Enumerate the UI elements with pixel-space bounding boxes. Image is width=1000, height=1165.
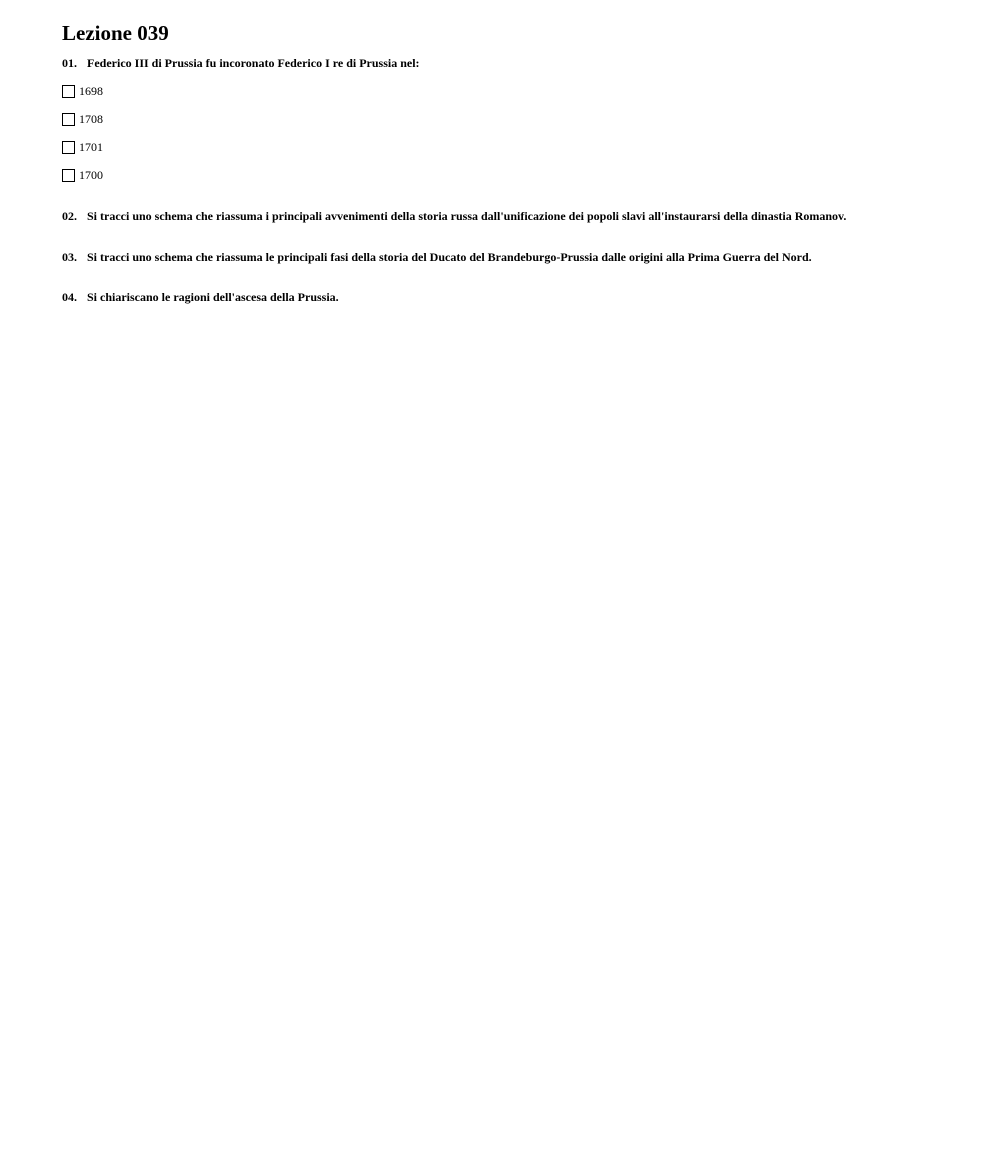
question-01	[62, 56, 962, 70]
option-label: 1708	[79, 112, 103, 126]
checkbox[interactable]	[62, 169, 75, 182]
question-02	[62, 209, 962, 223]
answer-option[interactable]	[62, 167, 962, 183]
question-number: 02.	[62, 209, 77, 223]
option-label: 1698	[79, 84, 103, 98]
question-number: 03.	[62, 250, 77, 264]
question-text: Si chiariscano le ragioni dell'ascesa della Prussia.	[87, 290, 339, 304]
answer-option[interactable]	[62, 139, 962, 155]
option-label: 1701	[79, 140, 103, 154]
checkbox[interactable]	[62, 113, 75, 126]
checkbox[interactable]	[62, 85, 75, 98]
answer-option[interactable]	[62, 111, 962, 127]
answer-option[interactable]	[62, 83, 962, 99]
question-text: Si tracci uno schema che riassuma le principali fasi della storia del Ducato del Brandeburgo-Prussia dalle origini alla Prima Guerra del Nord.	[87, 250, 812, 264]
checkbox[interactable]	[62, 141, 75, 154]
document-page	[62, 20, 962, 304]
question-04	[62, 290, 962, 304]
question-number: 04.	[62, 290, 77, 304]
question-number: 01.	[62, 56, 77, 70]
answer-options	[62, 83, 962, 183]
option-label: 1700	[79, 168, 103, 182]
question-03	[62, 250, 962, 264]
question-text: Si tracci uno schema che riassuma i principali avvenimenti della storia russa dall'unificazione dei popoli slavi all'instaurarsi della dinastia Romanov.	[87, 209, 847, 223]
page-title: Lezione 039	[62, 21, 169, 45]
question-text: Federico III di Prussia fu incoronato Federico I re di Prussia nel:	[87, 56, 420, 70]
